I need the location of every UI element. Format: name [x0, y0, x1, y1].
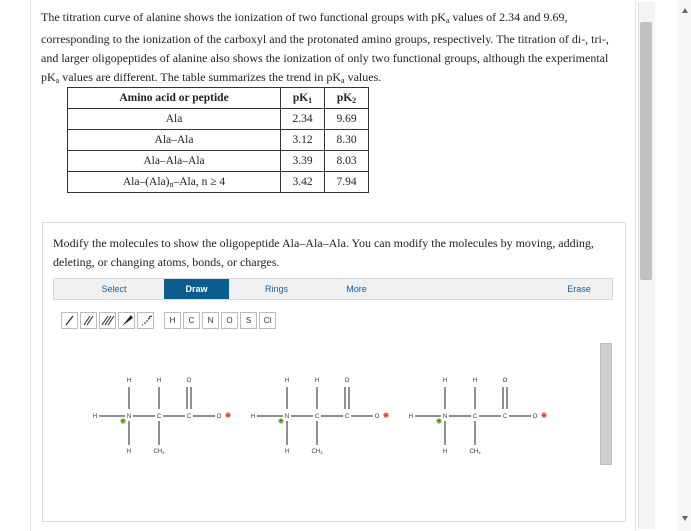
table-header: $pK_2$ [325, 88, 369, 109]
alanine-molecule-1[interactable] [93, 378, 231, 455]
intro-text: values are different. The table summarizes the trend in pK [59, 70, 342, 84]
atom-n-button[interactable]: N [202, 312, 219, 329]
atom-c-label: C [186, 414, 192, 420]
atom-c-label: C [472, 414, 478, 420]
table-cell: 3.39 [281, 151, 325, 172]
atom-h-label: H [442, 378, 448, 384]
table-header: Amino acid or peptide [68, 88, 281, 109]
table-cell: Ala [68, 109, 281, 130]
intro-text: values. [344, 70, 382, 84]
table-header-row [68, 88, 369, 109]
hash-bond-icon [138, 313, 153, 328]
atom-h-label: H [472, 378, 478, 384]
canvas-scrollbar[interactable] [600, 343, 612, 465]
page-scroll-track[interactable] [677, 0, 691, 531]
table-cell: Ala–Ala [68, 130, 281, 151]
atom-c-button[interactable]: C [183, 312, 200, 329]
intro-text: values of 2.34 and 9.69, [449, 10, 568, 24]
table-cell: 9.69 [325, 109, 369, 130]
table-header: $pK_1$ [281, 88, 325, 109]
atom-h-label: H [126, 449, 132, 455]
atom-o-label: O [502, 378, 508, 384]
table-cell: 8.03 [325, 151, 369, 172]
table-cell: Ala–Ala–Ala [68, 151, 281, 172]
single-bond-icon [62, 313, 77, 328]
atom-h-button[interactable]: H [164, 312, 181, 329]
table-row [68, 172, 369, 193]
scroll-down-icon[interactable] [682, 516, 688, 521]
intro-text: corresponding to the ionization of the carboxyl and the protonated amino groups, respectively. The titration of di-, tri-, [41, 32, 609, 46]
subscript: a [341, 76, 345, 85]
atom-s-button[interactable]: S [240, 312, 257, 329]
atom-o-label: O [532, 414, 538, 420]
atom-h-label: H [284, 378, 290, 384]
wedge-bond-button[interactable] [118, 312, 135, 329]
atom-o-label: O [216, 414, 222, 420]
double-bond-button[interactable] [80, 312, 97, 329]
drawing-question-panel [42, 222, 626, 522]
table-cell: 8.30 [325, 130, 369, 151]
atom-cl-button[interactable]: Cl [259, 312, 276, 329]
subscript: a [55, 76, 60, 85]
content-scroll-thumb[interactable] [640, 22, 652, 280]
double-bond-icon [81, 313, 96, 328]
atom-o-label: O [186, 378, 192, 384]
triple-bond-button[interactable] [99, 312, 116, 329]
tab-rings[interactable]: Rings [264, 284, 288, 294]
tab-select[interactable]: Select [101, 284, 127, 294]
table-row [68, 130, 369, 151]
atom-c-label: C [156, 414, 162, 420]
intro-text: and larger oligopeptides of alanine also shows the ionization of only two functional groups, although the experimental [41, 51, 609, 65]
pka-table [67, 87, 369, 193]
charge-plus: + [279, 419, 283, 425]
atom-c-label: C [344, 414, 350, 420]
table-cell: 2.34 [281, 109, 325, 130]
methyl-label: CH3 [469, 449, 481, 455]
alanine-molecule-3[interactable] [409, 378, 547, 455]
atom-h-label: H [92, 414, 98, 420]
subscript: a [445, 16, 450, 25]
scroll-up-icon[interactable] [682, 8, 688, 13]
atom-o-button[interactable]: O [221, 312, 238, 329]
tab-more[interactable]: More [346, 284, 367, 294]
intro-text: pK [41, 70, 56, 84]
atom-h-label: H [408, 414, 414, 420]
table-cell: Ala–$(Ala)_n$–Ala, n ≥ 4 [68, 172, 281, 193]
question-prompt: Modify the molecules to show the oligopeptide Ala–Ala–Ala. You can modify the molecules by moving, adding, deleting, or changing atoms, bonds, or charges. [53, 236, 594, 269]
atom-n-label: N [126, 414, 132, 420]
charge-minus: – [542, 413, 546, 419]
charge-minus: – [226, 413, 230, 419]
hash-bond-button[interactable] [137, 312, 154, 329]
drawing-canvas[interactable] [53, 341, 613, 521]
atom-h-label: H [314, 378, 320, 384]
molecules-drawing[interactable] [53, 341, 601, 521]
single-bond-button[interactable] [61, 312, 78, 329]
table-row [68, 151, 369, 172]
atom-h-label: H [442, 449, 448, 455]
wedge-bond-icon [119, 313, 134, 328]
atom-n-label: N [442, 414, 448, 420]
atom-o-label: O [374, 414, 380, 420]
table-cell: 7.94 [325, 172, 369, 193]
atom-h-label: H [156, 378, 162, 384]
alanine-molecule-2[interactable] [251, 378, 389, 455]
charge-plus: + [121, 419, 125, 425]
atom-h-label: H [126, 378, 132, 384]
table-row [68, 109, 369, 130]
editor-tabs [53, 278, 613, 300]
atom-h-label: H [250, 414, 256, 420]
charge-plus: + [437, 419, 441, 425]
intro-text: The titration curve of alanine shows the ionization of two functional groups with pK [41, 10, 446, 24]
intro-paragraph [41, 8, 631, 90]
atom-c-label: C [314, 414, 320, 420]
atom-c-label: C [502, 414, 508, 420]
methyl-label: CH3 [153, 449, 165, 455]
tab-erase[interactable]: Erase [567, 284, 591, 294]
atom-n-label: N [284, 414, 290, 420]
table-cell: 3.12 [281, 130, 325, 151]
charge-minus: – [384, 413, 388, 419]
atom-o-label: O [344, 378, 350, 384]
tab-draw[interactable]: Draw [164, 279, 229, 299]
methyl-label: CH3 [311, 449, 323, 455]
table-cell: 3.42 [281, 172, 325, 193]
triple-bond-icon [100, 313, 115, 328]
atom-h-label: H [284, 449, 290, 455]
